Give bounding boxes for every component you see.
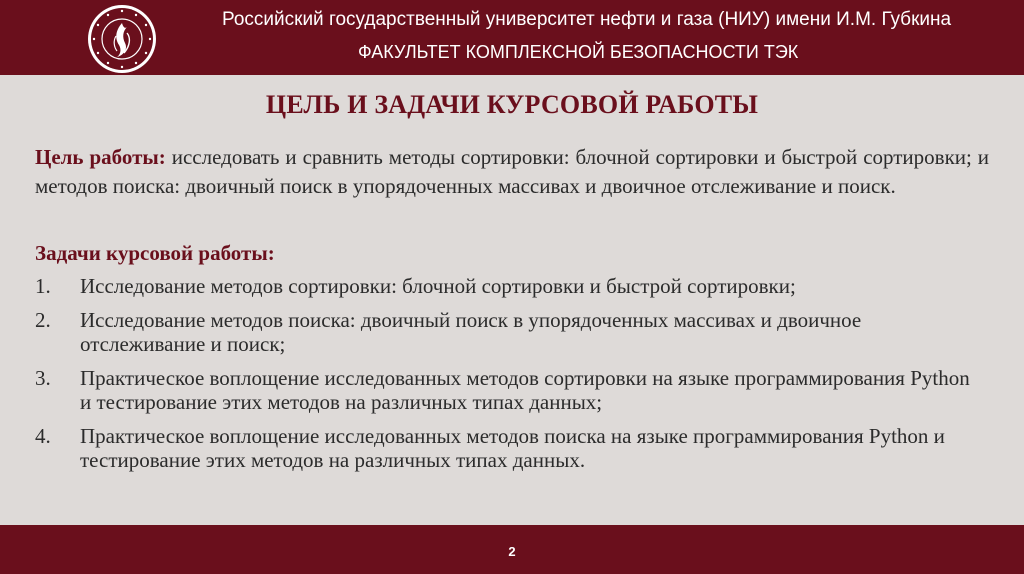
goal-text: исследовать и сравнить методы сортировки: блочной сортировки и быстрой сортировки; и методов поиска: двоичный поиск в упорядоченных массивах и двоичное отслеживание и поиск.	[35, 145, 990, 198]
tasks-list	[35, 274, 985, 482]
university-name: Российский государственный университет нефти и газа (НИУ) имени И.М. Губкина	[222, 9, 952, 30]
tasks-heading: Задачи курсовой работы:	[35, 241, 275, 265]
task-text: Практическое воплощение исследованных методов поиска на языке программирования Python и тестирование этих методов на различных типах данных.	[80, 424, 945, 472]
task-text: Исследование методов поиска: двоичный поиск в упорядоченных массивах и двоичное отслеживание и поиск;	[80, 308, 862, 356]
university-seal-icon	[86, 3, 158, 75]
task-number: 4.	[35, 424, 51, 448]
list-item	[35, 424, 985, 472]
list-item	[35, 308, 985, 356]
task-number: 3.	[35, 366, 51, 390]
slide-title: ЦЕЛЬ И ЗАДАЧИ КУРСОВОЙ РАБОТЫ	[265, 90, 759, 119]
list-item	[35, 366, 985, 414]
page-number: 2	[508, 544, 516, 559]
task-text: Практическое воплощение исследованных методов сортировки на языке программирования Python и тестирование этих методов на различных типах данных;	[80, 366, 970, 414]
goal-paragraph	[35, 143, 989, 201]
task-number: 1.	[35, 274, 51, 298]
list-item	[35, 274, 985, 298]
task-text: Исследование методов сортировки: блочной сортировки и быстрой сортировки;	[80, 274, 796, 298]
faculty-name: ФАКУЛЬТЕТ КОМПЛЕКСНОЙ БЕЗОПАСНОСТИ ТЭК	[358, 42, 799, 62]
goal-label: Цель работы:	[35, 145, 166, 169]
task-number: 2.	[35, 308, 51, 332]
header-bar	[0, 0, 1024, 75]
